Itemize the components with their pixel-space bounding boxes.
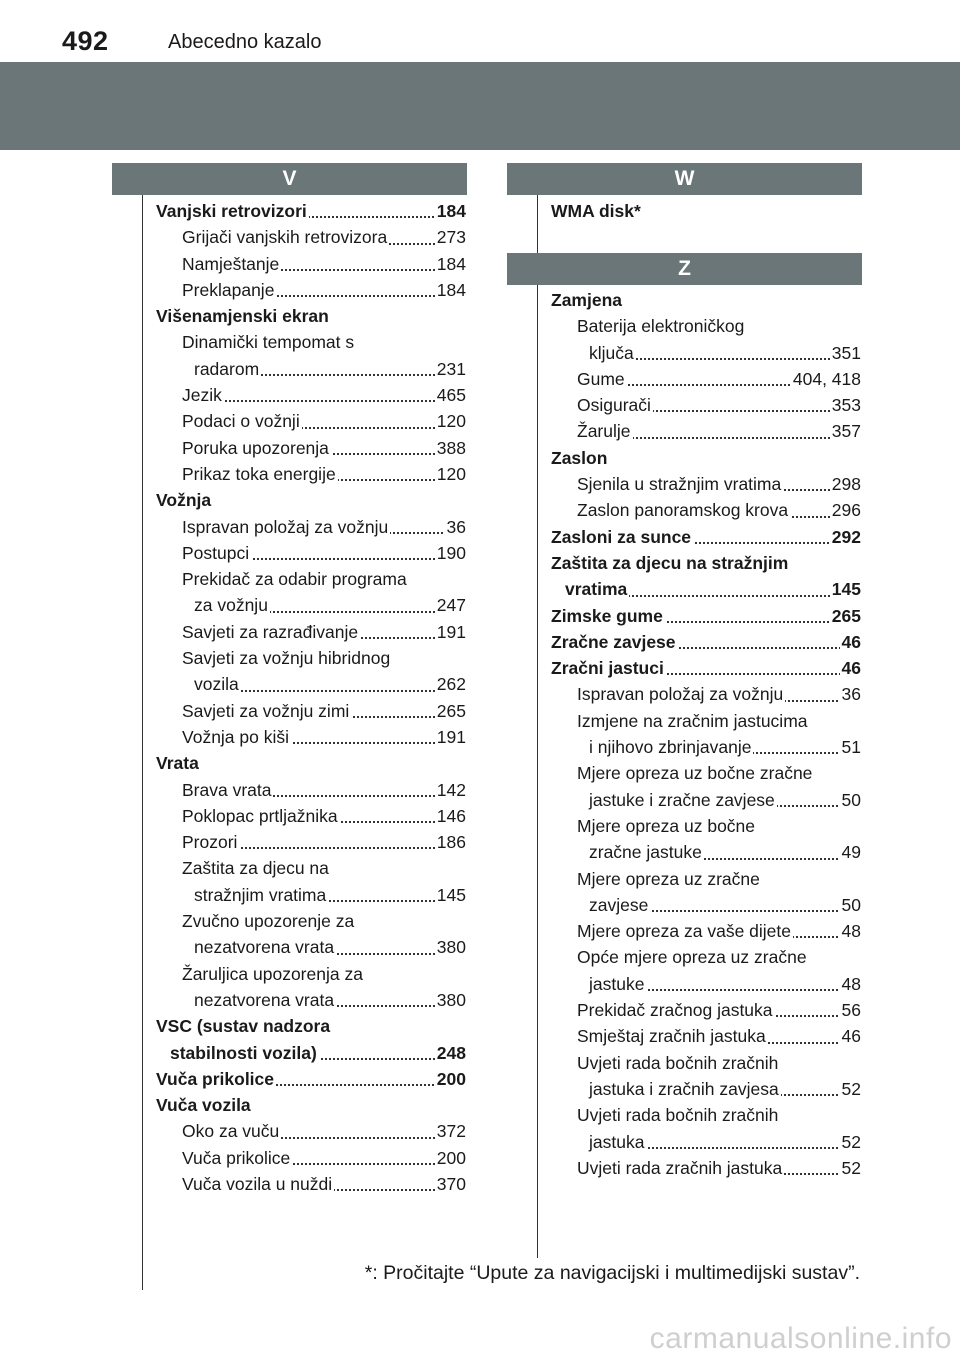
index-entry [551,366,861,392]
index-entry-page: 380 [435,934,466,960]
page-number: 492 [62,26,109,56]
index-entry [156,329,466,355]
index-entry [551,681,861,707]
index-entry [551,839,861,865]
index-entry [156,987,466,1013]
index-entry [156,303,466,329]
header-title: Abecedno kazalo [168,31,322,53]
index-entry [551,892,861,918]
page-header [0,0,960,62]
index-entry-page: 353 [830,392,861,418]
index-entry-text: Prekidač za odabir programa [182,569,407,590]
index-entry [156,1040,466,1066]
footnote: *: Pročitajte “Upute za navigacijski i multimedijski sustav”. [364,1262,860,1284]
index-entry [156,698,466,724]
index-entry-text: Opće mjere opreza uz zračne [577,947,807,968]
index-entry-text: Zvučno upozorenje za [182,911,355,932]
index-entry-page: 247 [435,592,466,618]
index-entry-page: 351 [830,340,861,366]
index-entry-text: jastuka i zračnih zavjesa [589,1078,779,1099]
index-entry [551,313,861,339]
index-entry-text: jastuke i zračne zavjese [589,789,775,810]
index-entry-page: 184 [435,198,466,224]
index-entry-text: Zimske gume [551,605,663,626]
index-entry [551,708,861,734]
index-entry-page: 190 [435,540,466,566]
index-entry-page: 265 [830,603,861,629]
index-entry [551,760,861,786]
index-entry [551,287,861,313]
index-entry-text: Zaštita za djecu na [182,858,329,879]
letter-heading-w: W [507,163,862,195]
index-entry [551,418,861,444]
index-entry-text: Jezik [182,385,222,406]
index-entry-text: Ispravan položaj za vožnju [577,684,784,705]
index-entry-text: Uvjeti rada zračnih jastuka [577,1157,783,1178]
index-entry-text: Mjere opreza za vaše dijete [577,921,791,942]
index-column-w [551,198,861,224]
index-entry [156,750,466,776]
index-entry-text: Uvjeti rada bočnih zračnih [577,1052,779,1073]
index-entry-page: 298 [830,471,861,497]
index-entry [156,382,466,408]
index-entry-text: Oko za vuču [182,1121,280,1142]
index-entry-text: Zaštita za djecu na stražnjim [551,552,789,573]
index-entry-page: 465 [435,382,466,408]
index-entry-page: 120 [435,461,466,487]
index-entry-text: Poklopac prtljažnika [182,805,338,826]
letter-heading-v: V [112,163,467,195]
index-entry-text: jastuke [589,973,645,994]
letter-heading-z: Z [507,253,862,285]
index-entry-page: 146 [435,803,466,829]
index-entry [156,487,466,513]
index-entry-page: 36 [445,514,466,540]
index-entry-page: 184 [435,251,466,277]
index-entry [551,813,861,839]
index-entry-text: Vrata [156,753,199,774]
index-entry-page: 357 [830,418,861,444]
index-entry-page: 50 [840,787,861,813]
index-entry [156,645,466,671]
index-entry-page: 52 [840,1076,861,1102]
index-entry [156,356,466,382]
index-entry [156,461,466,487]
index-entry [551,997,861,1023]
index-entry-text: Vuča prikolice [182,1147,291,1168]
index-entry [551,576,861,602]
index-entry [551,1076,861,1102]
index-entry-text: Baterija elektroničkog [577,316,745,337]
index-entry-text: nezatvorena vrata [194,937,335,958]
index-entry-page: 52 [840,1129,861,1155]
index-entry-text: ključa [589,342,634,363]
index-entry [551,655,861,681]
index-entry-text: Zračne zavjese [551,631,676,652]
index-entry [551,866,861,892]
index-column-z [551,287,861,1181]
index-entry-text: Mjere opreza uz bočne zračne [577,763,813,784]
index-entry-text: Prekidač zračnog jastuka [577,1000,773,1021]
index-entry-text: Savjeti za vožnju zimi [182,700,350,721]
index-entry-page: 231 [435,356,466,382]
index-entry [156,724,466,750]
index-entry-text: Postupci [182,542,250,563]
column-divider-left [142,195,143,1290]
index-entry-text: Smještaj zračnih jastuka [577,1026,766,1047]
index-entry [156,198,466,224]
index-entry-page: 56 [840,997,861,1023]
index-entry-page: 370 [435,1171,466,1197]
index-entry [551,524,861,550]
index-entry [156,908,466,934]
index-entry-text: Vuča vozila [156,1095,251,1116]
index-entry [156,566,466,592]
index-entry-text: jastuka [589,1131,645,1152]
index-entry-text: zračne jastuke [589,842,702,863]
index-entry-page: 380 [435,987,466,1013]
index-entry [551,1102,861,1128]
index-entry-page: 46 [840,629,861,655]
index-entry-page: 145 [830,576,861,602]
index-entry-page: 49 [840,839,861,865]
index-entry [156,777,466,803]
index-entry-text: Gume [577,368,625,389]
index-entry-page: 265 [435,698,466,724]
index-entry-text: Brava vrata [182,779,272,800]
index-entry [156,224,466,250]
index-entry-page: 36 [840,681,861,707]
index-entry [156,1013,466,1039]
index-entry-page: 200 [435,1145,466,1171]
dot-leader [182,400,466,402]
index-entry [156,1145,466,1171]
index-entry-page: 292 [830,524,861,550]
index-entry-page: 262 [435,671,466,697]
index-entry-text: stražnjim vratima [194,884,327,905]
index-entry-page: 51 [840,734,861,760]
index-entry [156,1118,466,1144]
index-entry-text: Savjeti za vožnju hibridnog [182,648,391,669]
index-entry [551,550,861,576]
index-entry-page: 372 [435,1118,466,1144]
index-entry-page: 200 [435,1066,466,1092]
index-entry [156,619,466,645]
index-entry [156,671,466,697]
column-divider-right [537,195,538,1258]
index-entry-text: stabilnosti vozila) [170,1042,317,1063]
index-entry-text: Mjere opreza uz zračne [577,868,760,889]
index-entry [156,251,466,277]
index-entry [156,829,466,855]
index-entry-text: vozila [194,674,239,695]
index-entry-page: 388 [435,435,466,461]
index-entry-text: Preklapanje [182,279,275,300]
index-entry-page: 52 [840,1155,861,1181]
index-entry [551,198,861,224]
index-entry-text: i njihovo zbrinjavanje [589,737,752,758]
index-entry [551,497,861,523]
index-entry-text: Zaslon panoramskog krova [577,500,789,521]
index-entry [156,803,466,829]
index-entry-page: 191 [435,619,466,645]
index-entry-text: radarom [194,358,260,379]
index-entry [551,471,861,497]
index-entry [551,944,861,970]
index-entry-page: 191 [435,724,466,750]
index-entry-text: Zasloni za sunce [551,526,692,547]
index-entry [551,1050,861,1076]
index-entry-text: Izmjene na zračnim jastucima [577,710,808,731]
index-entry-text: Uvjeti rada bočnih zračnih [577,1105,779,1126]
index-entry-page: 184 [435,277,466,303]
index-entry-text: zavjese [589,894,649,915]
index-entry-text: Zračni jastuci [551,658,664,679]
index-entry [551,1023,861,1049]
index-entry [156,592,466,618]
index-entry-text: Poruka upozorenja [182,437,329,458]
index-entry-text: Zaslon [551,447,608,468]
index-entry-text: za vožnju [194,595,268,616]
index-entry-text: Zamjena [551,290,622,310]
index-entry-text: Žaruljica upozorenja za [182,963,363,984]
index-entry-text: Vuča vozila u nuždi [182,1173,333,1194]
index-entry-page: 46 [840,655,861,681]
index-entry [156,514,466,540]
index-entry [551,734,861,760]
index-column-v [156,198,466,1197]
index-entry [156,1171,466,1197]
index-entry-text: WMA disk* [551,201,641,221]
index-entry-page: 46 [840,1023,861,1049]
index-entry-text: Višenamjenski ekran [156,306,329,327]
index-entry [156,934,466,960]
index-entry-text: Prozori [182,832,238,853]
index-entry-text: Vuča prikolice [156,1068,275,1089]
index-entry-text: Vožnja po kiši [182,726,290,747]
index-entry-page: 273 [435,224,466,250]
index-entry-text: VSC (sustav nadzora [156,1016,331,1037]
index-entry-page: 296 [830,497,861,523]
index-entry [551,787,861,813]
index-entry-text: Podaci o vožnji [182,411,300,432]
index-entry [156,961,466,987]
index-entry-text: Namještanje [182,253,280,274]
index-entry-text: Mjere opreza uz bočne [577,815,756,836]
index-entry-text: Žarulje [577,421,631,442]
index-entry-text: Vanjski retrovizori [156,201,307,221]
index-entry [156,435,466,461]
index-entry [551,445,861,471]
index-entry-text: Savjeti za razrađivanje [182,621,359,642]
index-entry [156,408,466,434]
index-entry-text: Ispravan položaj za vožnju [182,516,389,537]
index-entry-text: Sjenila u stražnjim vratima [577,474,782,495]
index-entry-text: Dinamički tempomat s [182,332,355,353]
index-entry-text: Osigurači [577,395,651,416]
index-entry-text: Vožnja [156,490,212,511]
index-entry-page: 142 [435,777,466,803]
index-entry [156,540,466,566]
index-entry [156,1066,466,1092]
index-entry [551,340,861,366]
index-entry-page: 48 [840,918,861,944]
index-entry-page: 404, 418 [791,366,861,392]
index-entry-text: Prikaz toka energije [182,463,336,484]
index-entry-text: nezatvorena vrata [194,989,335,1010]
index-entry-page: 50 [840,892,861,918]
index-entry [551,629,861,655]
watermark: carmanualsonline.info [649,1322,952,1355]
index-entry [156,855,466,881]
index-entry [551,1129,861,1155]
header-banner [0,62,960,150]
index-entry [551,1155,861,1181]
index-entry-text: Grijači vanjskih retrovizora [182,227,388,248]
index-entry-page: 48 [840,971,861,997]
index-entry [156,1092,466,1118]
index-entry [551,971,861,997]
index-entry-page: 248 [435,1040,466,1066]
index-entry-page: 186 [435,829,466,855]
index-entry [551,918,861,944]
index-entry [551,603,861,629]
index-entry-page: 120 [435,408,466,434]
index-entry [156,277,466,303]
index-entry-page: 145 [435,882,466,908]
index-entry [551,392,861,418]
index-entry-text: vratima [565,579,628,600]
index-entry [156,882,466,908]
